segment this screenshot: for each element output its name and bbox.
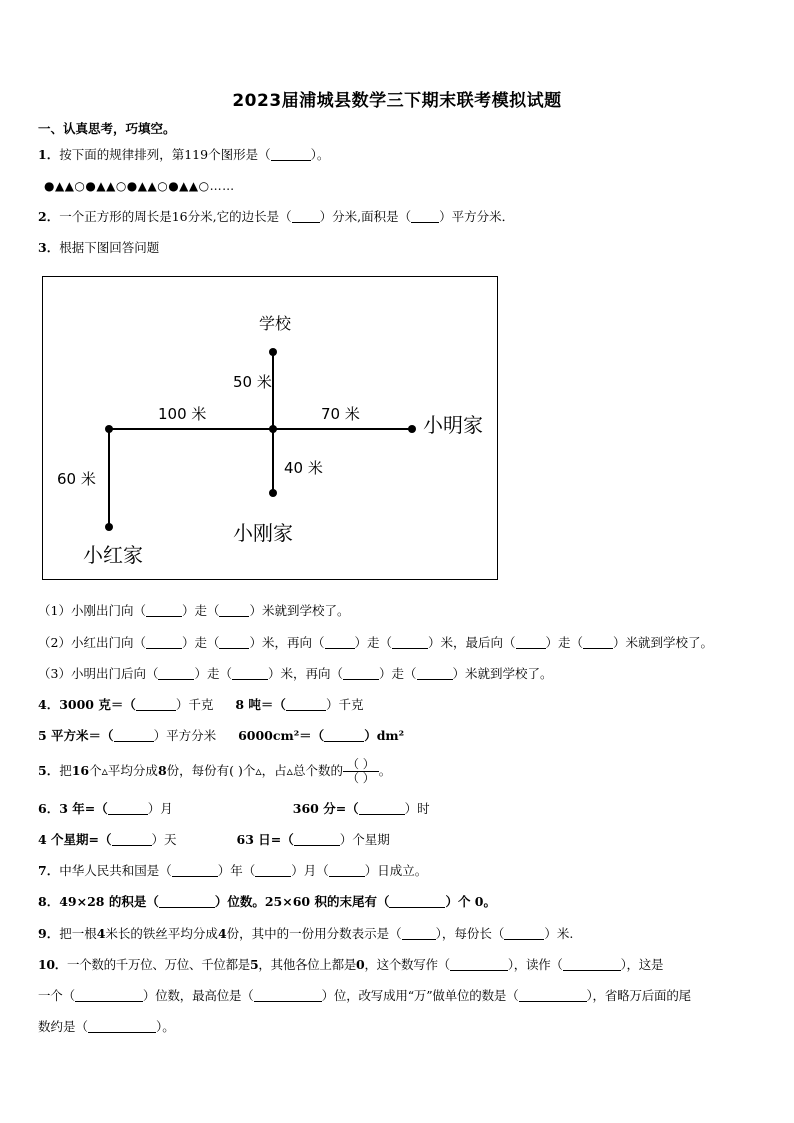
map-svg [43, 277, 499, 581]
xiaoming-home-point [408, 425, 416, 433]
junction-point [269, 425, 277, 433]
page-title: 2023届浦城县数学三下期末联考模拟试题 [232, 91, 562, 111]
question-text: ）米，最后向（ [428, 635, 516, 650]
answer-blank[interactable] [516, 636, 546, 649]
question-text: ）日成立。 [364, 863, 428, 878]
question-text: 63 日=（ [236, 832, 294, 847]
triangle-icon: ▵ [255, 763, 262, 778]
answer-blank[interactable] [254, 989, 322, 1002]
question-text: ）米就到学校了。 [613, 635, 714, 650]
question-number: 3． [38, 240, 60, 255]
answer-blank[interactable] [325, 636, 355, 649]
question-text: 49×28 的积是（ [59, 894, 159, 909]
question-text: ）个星期 [339, 832, 390, 847]
answer-blank[interactable] [392, 636, 428, 649]
question-text: ）走（ [181, 635, 220, 650]
question-text: 一个数的千万位、万位、千位都是 [67, 957, 251, 972]
question-text: ）平方分米． [439, 209, 515, 224]
question-10c [38, 1019, 175, 1035]
answer-blank[interactable] [519, 989, 587, 1002]
answer-blank[interactable] [108, 802, 148, 815]
xiaohong-home-label: 小红家 [83, 543, 143, 567]
question-text: 一个（ [38, 988, 75, 1003]
question-4 [38, 697, 363, 713]
question-3-2 [38, 635, 713, 651]
question-3 [38, 240, 159, 256]
question-text: ），省略万后面的尾 [586, 988, 691, 1003]
question-number: 6． [38, 801, 60, 816]
question-text: 平均分成 [107, 763, 158, 778]
question-text: ）米就到学校了。 [452, 666, 553, 681]
fraction-blank[interactable] [343, 758, 379, 785]
xiaoming-home-label: 小明家 [423, 413, 483, 437]
question-text: 数约是（ [38, 1019, 89, 1034]
question-text: 总个数的 [292, 763, 343, 778]
question-text: 3 年=（ [59, 801, 108, 816]
answer-blank[interactable] [402, 927, 436, 940]
question-text: ）位数，最高位是（ [142, 988, 254, 1003]
distance-label-70: 70 米 [321, 405, 360, 423]
question-text: ，其他各位上都是 [258, 957, 357, 972]
question-text: ）千克 [325, 697, 364, 712]
answer-blank[interactable] [450, 958, 508, 971]
question-text: ）平方分米 [153, 728, 217, 743]
question-text: 把 [59, 763, 72, 778]
question-text: ）。 [156, 1019, 175, 1034]
answer-blank[interactable] [75, 989, 143, 1002]
question-number: 5． [38, 763, 60, 778]
question-text: ）走（ [545, 635, 584, 650]
question-10b [38, 988, 691, 1004]
question-text: ）月 [147, 801, 173, 816]
answer-blank[interactable] [146, 636, 182, 649]
answer-blank[interactable] [136, 698, 176, 711]
school-point [269, 348, 277, 356]
question-number-value: 4 [96, 926, 106, 941]
question-text: 把一根 [59, 926, 97, 941]
answer-blank[interactable] [88, 1020, 156, 1033]
answer-blank[interactable] [159, 895, 215, 908]
answer-blank[interactable] [232, 667, 268, 680]
question-number-value: 119 [184, 147, 209, 162]
question-4b [38, 728, 404, 744]
question-text: （3）小明出门后向（ [38, 666, 159, 681]
answer-blank[interactable] [146, 604, 182, 617]
question-text: ，占 [261, 763, 287, 778]
question-text: 个 [89, 763, 102, 778]
question-text: 3000 克＝（ [59, 697, 136, 712]
question-7 [38, 863, 427, 879]
question-text: 分米,它的边长是（ [187, 209, 292, 224]
question-text: ），这是 [620, 957, 664, 972]
question-number: 10． [38, 957, 67, 972]
question-text: 份，其中的一份用分数表示是（ [226, 926, 402, 941]
answer-blank[interactable] [504, 927, 544, 940]
question-text: ）米，再向（ [267, 666, 343, 681]
question-number-value: 5 [250, 957, 259, 972]
answer-blank[interactable] [114, 729, 154, 742]
question-5 [38, 757, 391, 785]
answer-blank[interactable] [219, 604, 249, 617]
question-text: 根据下图回答问题 [59, 240, 160, 255]
question-text: ）位，改写成用“万”做单位的数是（ [321, 988, 519, 1003]
question-9 [38, 926, 573, 942]
school-label: 学校 [258, 314, 292, 333]
answer-blank[interactable] [343, 667, 379, 680]
question-text: 一个正方形的周长是 [59, 209, 172, 224]
question-text: ），读作（ [507, 957, 563, 972]
question-3-3 [38, 666, 553, 682]
question-text: ，这个数写作（ [364, 957, 450, 972]
question-text: ）走（ [354, 635, 393, 650]
answer-blank[interactable] [112, 833, 152, 846]
answer-blank[interactable] [359, 802, 405, 815]
question-text: 8 吨＝（ [235, 697, 286, 712]
answer-blank[interactable] [563, 958, 621, 971]
answer-blank[interactable] [417, 667, 453, 680]
section-heading: 一、认真思考，巧填空。 [38, 121, 176, 136]
question-text: ）分米,面积是（ [319, 209, 412, 224]
question-text: （2）小红出门向（ [38, 635, 146, 650]
triangle-icon: ▵ [101, 763, 108, 778]
question-text: 中华人民共和国是（ [59, 863, 172, 878]
answer-blank[interactable] [583, 636, 613, 649]
question-text: ）米就到学校了。 [249, 603, 350, 618]
question-text: 360 分=（ [292, 801, 359, 816]
answer-blank[interactable] [158, 667, 194, 680]
question-text: ）个 0。 [445, 894, 497, 909]
answer-blank[interactable] [411, 210, 439, 223]
question-number: 4． [38, 697, 60, 712]
question-text: （1）小刚出门向（ [38, 603, 146, 618]
question-text: ）dm² [364, 728, 405, 743]
question-text: 。 [378, 763, 392, 778]
question-number: 8． [38, 894, 60, 909]
answer-blank[interactable] [329, 864, 365, 877]
question-text: ）年（ [217, 863, 256, 878]
fraction-denominator[interactable]: （ ） [346, 771, 375, 785]
question-text: 按下面的规律排列，第 [59, 147, 185, 162]
question-number-value: 4 [217, 926, 227, 941]
question-8 [38, 894, 496, 910]
question-6b [38, 832, 390, 848]
xiaogang-home-label: 小刚家 [233, 521, 293, 545]
question-text: ），每份长（ [435, 926, 505, 941]
question-6 [38, 801, 430, 817]
question-2 [38, 209, 514, 225]
question-text: 米长的铁丝平均分成 [105, 926, 218, 941]
question-text: 4 个星期=（ [38, 832, 112, 847]
answer-blank[interactable] [389, 895, 445, 908]
question-text: 份，每份有( )个 [166, 763, 256, 778]
triangle-icon: ▵ [286, 763, 293, 778]
question-number-value: 16 [171, 209, 188, 224]
question-text: ）米. [544, 926, 574, 941]
question-3-1 [38, 603, 350, 619]
xiaohong-home-point [105, 523, 113, 531]
question-number: 7． [38, 863, 60, 878]
answer-blank[interactable] [255, 864, 291, 877]
question-number-value: 0 [356, 957, 365, 972]
question-text: ）走（ [194, 666, 232, 681]
question-text: 6000cm²＝（ [238, 728, 325, 743]
answer-blank[interactable] [219, 636, 249, 649]
question-text: ）。 [310, 147, 330, 162]
question-text: ）走（ [379, 666, 417, 681]
answer-blank[interactable] [324, 729, 364, 742]
question-text: ）时 [404, 801, 430, 816]
question-text: ）走（ [181, 603, 220, 618]
question-number: 2． [38, 209, 60, 224]
question-text: ）米，再向（ [249, 635, 325, 650]
corner-point [105, 425, 113, 433]
answer-blank[interactable] [286, 698, 326, 711]
shape-pattern: ●▲▲○●▲▲○●▲▲○●▲▲○…… [44, 179, 235, 193]
answer-blank[interactable] [292, 210, 320, 223]
question-text: ）天 [151, 832, 177, 847]
answer-blank[interactable] [271, 148, 311, 161]
question-text: 5 平方米＝（ [38, 728, 114, 743]
question-text: 个图形是（ [208, 147, 271, 162]
distance-label-100: 100 米 [158, 405, 207, 423]
question-number-value: 8 [157, 763, 167, 778]
question-text: ）月（ [291, 863, 329, 878]
distance-label-50: 50 米 [233, 373, 272, 391]
fraction-numerator[interactable]: （ ） [343, 758, 379, 772]
question-1 [38, 147, 329, 163]
map-diagram [42, 276, 498, 580]
distance-label-40: 40 米 [284, 459, 323, 477]
question-number: 9． [38, 926, 60, 941]
distance-label-60: 60 米 [57, 470, 96, 488]
answer-blank[interactable] [294, 833, 340, 846]
xiaogang-home-point [269, 489, 277, 497]
question-number-value: 16 [71, 763, 90, 778]
question-text: ）位数。25×60 积的末尾有（ [214, 894, 390, 909]
question-number: 1． [38, 147, 60, 162]
question-10 [38, 957, 663, 973]
answer-blank[interactable] [172, 864, 218, 877]
question-text: ）千克 [175, 697, 214, 712]
